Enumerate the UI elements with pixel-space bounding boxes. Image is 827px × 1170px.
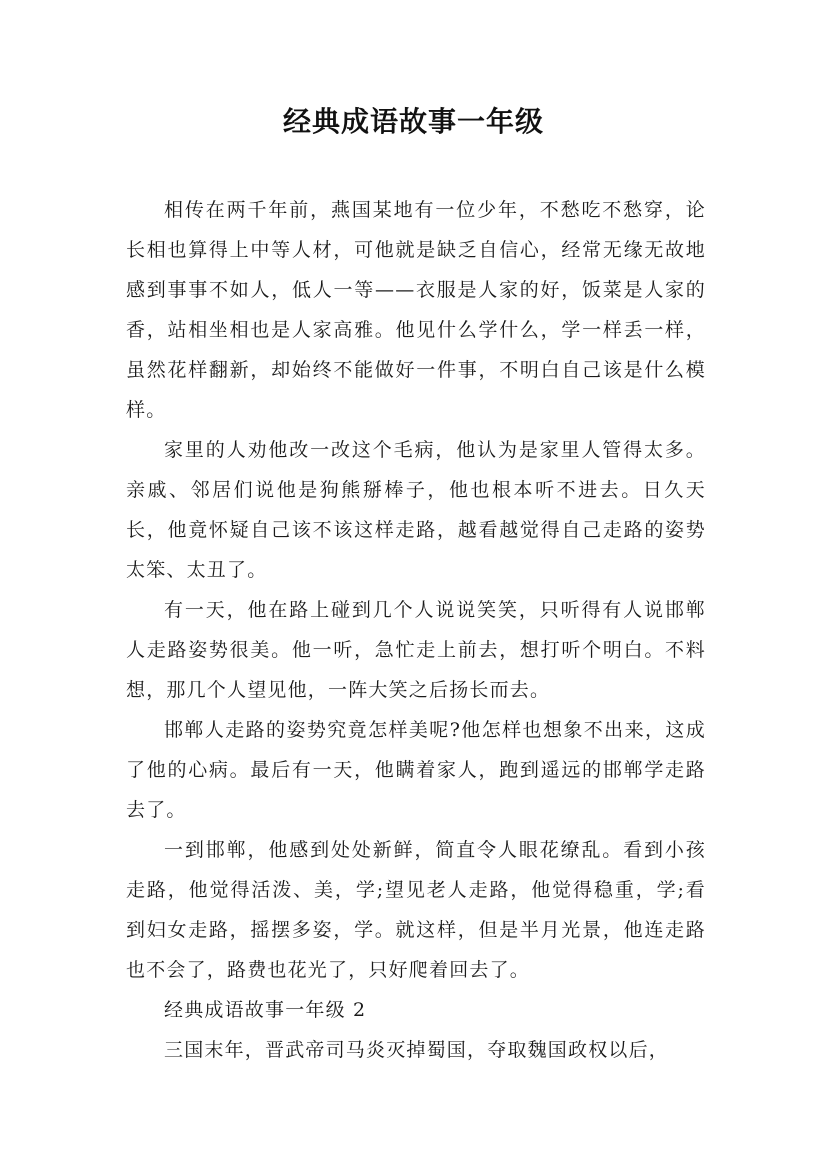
paragraph-2: 家里的人劝他改一改这个毛病，他认为是家里人管得太多。亲戚、邻居们说他是狗熊掰棒子，他也根本听不进去。日久天长，他竟怀疑自己该不该这样走路，越看越觉得自己走路的姿势太笨、太丑了。	[126, 439, 706, 581]
paragraph-4: 邯郸人走路的姿势究竟怎样美呢?他怎样也想象不出来，这成了他的心病。最后有一天，他瞒着家人，跑到遥远的邯郸学走路去了。	[126, 719, 706, 821]
paragraph-5: 一到邯郸，他感到处处新鲜，简直令人眼花缭乱。看到小孩走路，他觉得活泼、美，学;望见老人走路，他觉得稳重，学;看到妇女走路，摇摆多姿，学。就这样，但是半月光景，他连走路也不会了，路费也花光了，只好爬着回去了。	[126, 839, 706, 981]
document-body	[126, 190, 706, 1070]
paragraph-1: 相传在两千年前，燕国某地有一位少年，不愁吃不愁穿，论长相也算得上中等人材，可他就是缺乏自信心，经常无缘无故地感到事事不如人，低人一等——衣服是人家的好，饭菜是人家的香，站相坐相也是人家高雅。他见什么学什么，学一样丢一样，虽然花样翻新，却始终不能做好一件事，不明白自己该是什么模样。	[126, 199, 706, 421]
page-title: 经典成语故事一年级	[282, 105, 544, 138]
paragraph-6: 三国末年，晋武帝司马炎灭掉蜀国，夺取魏国政权以后，	[164, 1039, 670, 1061]
section-heading-2: 经典成语故事一年级 2	[164, 999, 367, 1021]
paragraph-3: 有一天，他在路上碰到几个人说说笑笑，只听得有人说邯郸人走路姿势很美。他一听，急忙走上前去，想打听个明白。不料想，那几个人望见他，一阵大笑之后扬长而去。	[126, 599, 706, 701]
